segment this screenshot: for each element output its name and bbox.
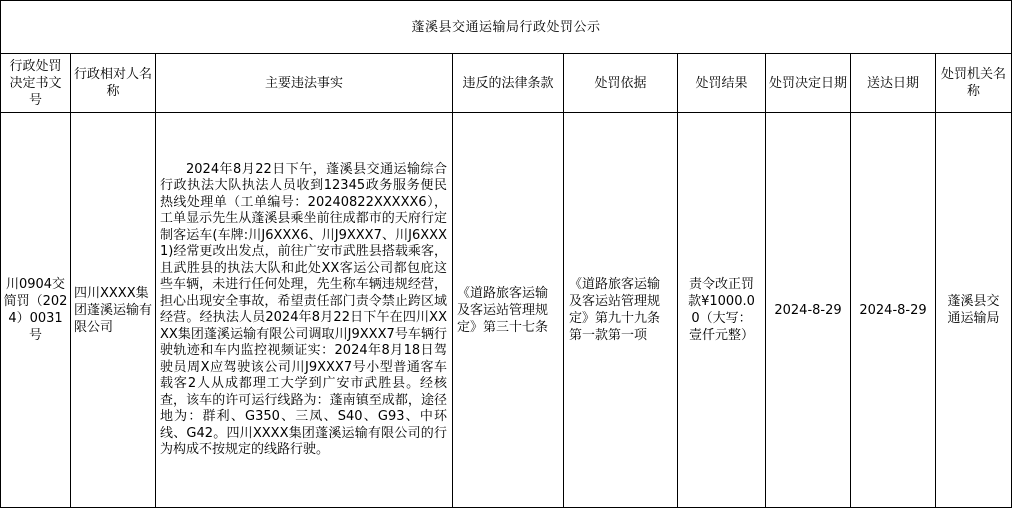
header-violated-clause: 违反的法律条款 xyxy=(453,54,564,113)
header-party: 行政相对人名称 xyxy=(71,54,156,113)
header-decision-no: 行政处罚决定书文号 xyxy=(1,54,71,113)
document-title: 蓬溪县交通运输局行政处罚公示 xyxy=(1,1,1012,54)
result-cell: 责令改正罚款¥1000.00（大写：壹仟元整） xyxy=(678,113,766,508)
header-result: 处罚结果 xyxy=(678,54,766,113)
header-facts: 主要违法事实 xyxy=(156,54,453,113)
header-authority: 处罚机关名称 xyxy=(936,54,1012,113)
decision-date-cell: 2024-8-29 xyxy=(766,113,851,508)
facts-cell: 2024年8月22日下午，蓬溪县交通运输综合行政执法大队执法人员收到12345政务服务便民热线处理单（工单编号：20240822XXXXX6），工单显示先生从蓬溪县乘坐前往成都市的天府行定制客运车(车牌:川J6XXX6、川J9XXX7、川J6XXX1)经常更改出发点，前往广安市武胜县搭载乘客，且武胜县的执法大队和此处XX客运公司都包庇这些车辆，未进行任何处理，先生称车辆违规经营，担心出现安全事故，希望责任部门责令禁止跨区域经营。经执法人员2024年8月22日下午在四川XXXX集团蓬溪运输有限公司调取川J9XXX7号车辆行驶轨迹和车内监控视频证实：2024年8月18日驾驶员周X应驾驶该公司川J9XXX7号小型普通客车载客2人从成都理工大学到广安市武胜县。经核查，该车的许可运行线路为：蓬南镇至成都，途径地为：群利、G350、三凤、S40、G93、中环线、G42。四川XXXX集团蓬溪运输有限公司的行为构成不按规定的线路行驶。 xyxy=(156,113,453,508)
table-row xyxy=(1,113,1012,508)
header-basis: 处罚依据 xyxy=(564,54,678,113)
violated-clause-cell: 《道路旅客运输及客运站管理规定》第三十七条 xyxy=(453,113,564,508)
header-delivery-date: 送达日期 xyxy=(851,54,936,113)
header-decision-date: 处罚决定日期 xyxy=(766,54,851,113)
party-cell: 四川XXXX集团蓬溪运输有限公司 xyxy=(71,113,156,508)
decision-no-cell: 川0904交简罚（2024）0031号 xyxy=(1,113,71,508)
title-row xyxy=(1,1,1012,54)
delivery-date-cell: 2024-8-29 xyxy=(851,113,936,508)
authority-cell: 蓬溪县交通运输局 xyxy=(936,113,1012,508)
header-row xyxy=(1,54,1012,113)
basis-cell: 《道路旅客运输及客运站管理规定》第九十九条第一款第一项 xyxy=(564,113,678,508)
